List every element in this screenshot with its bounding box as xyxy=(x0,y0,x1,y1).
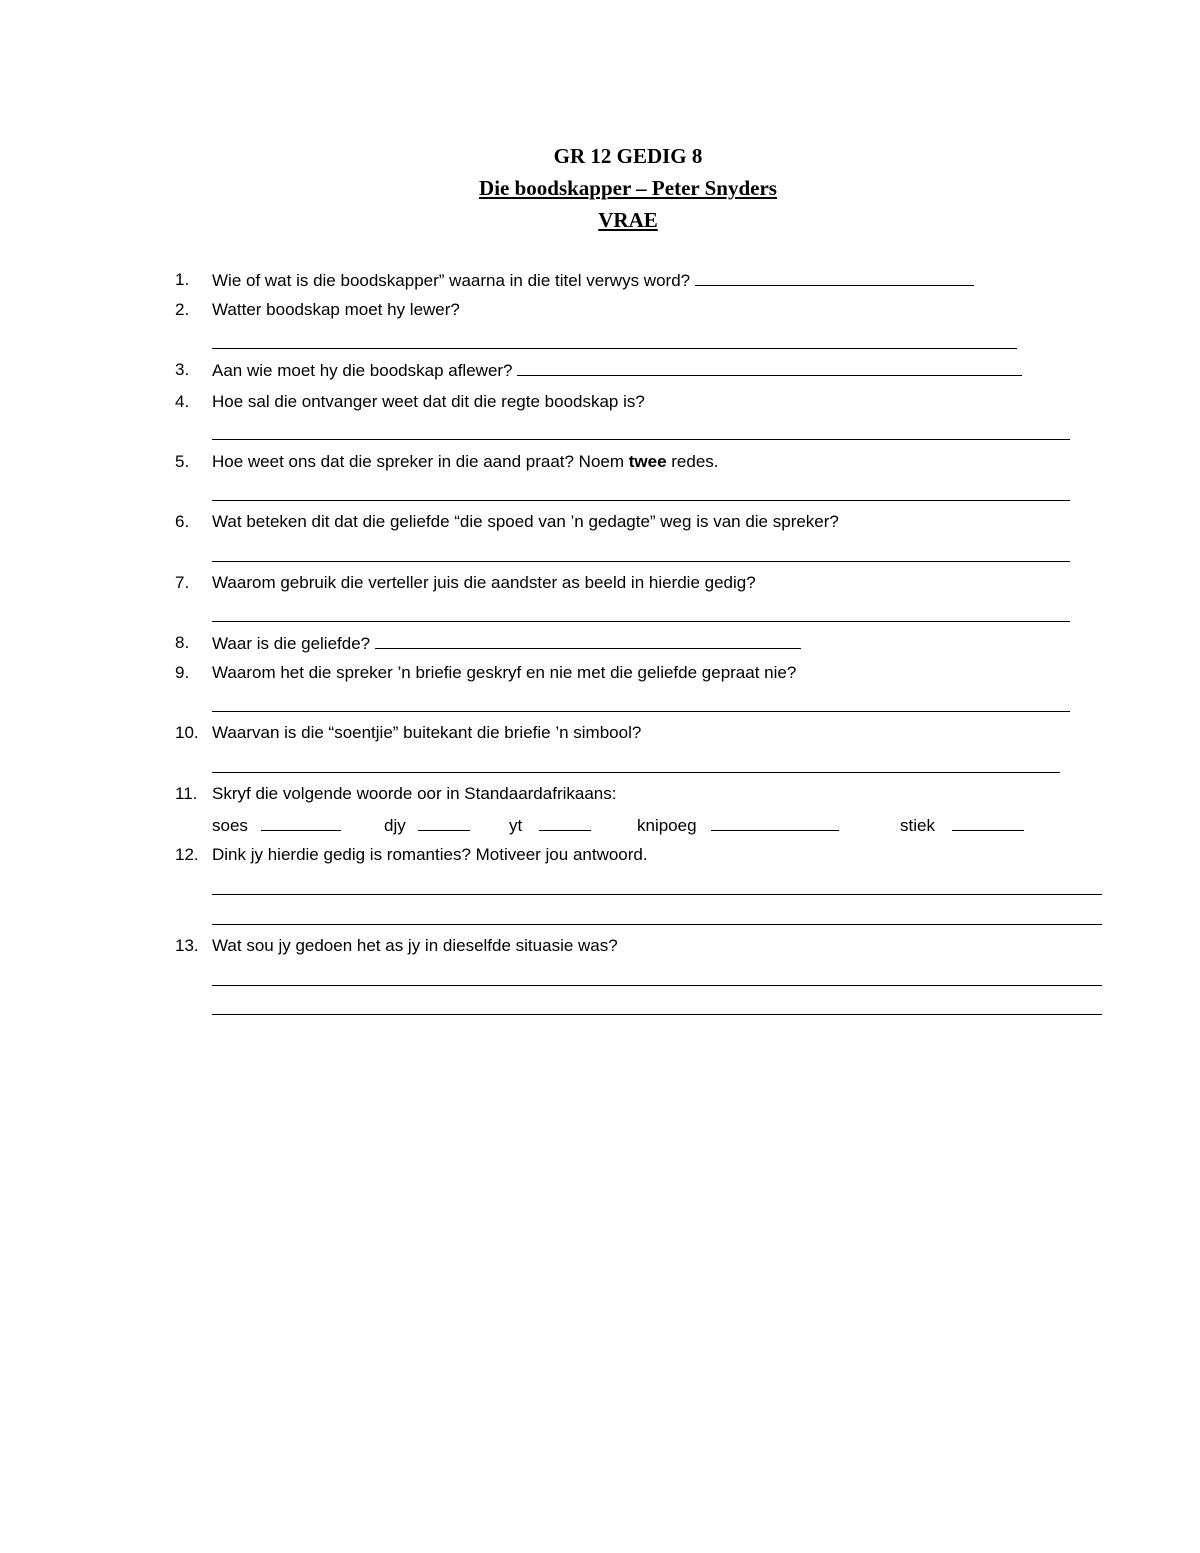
answer-line[interactable] xyxy=(212,439,1070,440)
section-heading-text: VRAE xyxy=(598,208,658,232)
question-number: 13. xyxy=(175,936,199,955)
word-answer-blank[interactable] xyxy=(418,814,470,831)
question-text-content: Wie of wat is die boodskapper” waarna in die titel verwys word? xyxy=(212,271,691,290)
answer-blank[interactable] xyxy=(375,632,801,649)
word-item xyxy=(637,814,839,837)
subtitle-text: Die boodskapper – Peter Snyders xyxy=(479,176,777,200)
question-number: 8. xyxy=(175,633,190,652)
answer-line[interactable] xyxy=(212,985,1102,986)
question-number: 11. xyxy=(175,784,198,803)
word-item xyxy=(212,814,341,837)
question-text: Skryf die volgende woorde oor in Standaardafrikaans: xyxy=(212,784,617,803)
answer-line[interactable] xyxy=(212,894,1102,895)
word-answer-blank[interactable] xyxy=(952,814,1024,831)
answer-line[interactable] xyxy=(212,711,1070,712)
question-text xyxy=(212,632,801,655)
word-answer-blank[interactable] xyxy=(711,814,839,831)
word-label: djy xyxy=(384,816,406,835)
question-number: 4. xyxy=(175,392,190,411)
question-text: Watter boodskap moet hy lewer? xyxy=(212,300,460,319)
question-text: Dink jy hierdie gedig is romanties? Motiveer jou antwoord. xyxy=(212,845,648,864)
word-item xyxy=(900,814,1024,837)
question-number: 3. xyxy=(175,360,190,379)
question-number: 9. xyxy=(175,663,190,682)
question-text-part: Hoe weet ons dat die spreker in die aand praat? Noem xyxy=(212,452,629,471)
question-text: Waarvan is die “soentjie” buitekant die briefie ’n simbool? xyxy=(212,723,642,742)
question-text-content: Aan wie moet hy die boodskap aflewer? xyxy=(212,361,513,380)
word-answer-blank[interactable] xyxy=(539,814,591,831)
question-number: 2. xyxy=(175,300,190,319)
question-number: 5. xyxy=(175,452,190,471)
answer-line[interactable] xyxy=(212,924,1102,925)
word-answer-blank[interactable] xyxy=(261,814,341,831)
word-label: knipoeg xyxy=(637,816,697,835)
word-item xyxy=(509,814,591,837)
question-text: Wat beteken dit dat die geliefde “die spoed van ’n gedagte” weg is van die spreker? xyxy=(212,512,839,531)
question-number: 1. xyxy=(175,270,190,289)
question-number: 12. xyxy=(175,845,199,864)
question-text xyxy=(212,269,974,292)
question-text: Waarom het die spreker ’n briefie geskryf en nie met die geliefde gepraat nie? xyxy=(212,663,797,682)
question-text: Wat sou jy gedoen het as jy in dieselfde situasie was? xyxy=(212,936,618,955)
worksheet-title: GR 12 GEDIG 8 xyxy=(553,144,703,168)
word-item xyxy=(384,814,470,837)
section-heading xyxy=(0,208,1200,232)
question-number: 10. xyxy=(175,723,199,742)
answer-line[interactable] xyxy=(212,772,1060,773)
question-number: 6. xyxy=(175,512,190,531)
answer-line[interactable] xyxy=(212,500,1070,501)
word-label: soes xyxy=(212,816,248,835)
question-text xyxy=(212,451,719,473)
answer-line[interactable] xyxy=(212,621,1070,622)
answer-line[interactable] xyxy=(212,561,1070,562)
answer-line[interactable] xyxy=(212,348,1017,349)
question-text-content: Waar is die geliefde? xyxy=(212,634,371,653)
worksheet-subtitle xyxy=(0,176,1200,200)
answer-line[interactable] xyxy=(212,1014,1102,1015)
answer-blank[interactable] xyxy=(695,269,974,286)
question-number: 7. xyxy=(175,573,190,592)
question-text: Hoe sal die ontvanger weet dat dit die regte boodskap is? xyxy=(212,392,645,411)
question-text-part: redes. xyxy=(666,452,719,471)
question-text: Waarom gebruik die verteller juis die aandster as beeld in hierdie gedig? xyxy=(212,573,756,592)
answer-blank[interactable] xyxy=(517,359,1022,376)
word-label: stiek xyxy=(900,816,935,835)
question-text xyxy=(212,359,1022,382)
word-label: yt xyxy=(509,816,523,835)
question-text-emphasis: twee xyxy=(628,452,667,471)
